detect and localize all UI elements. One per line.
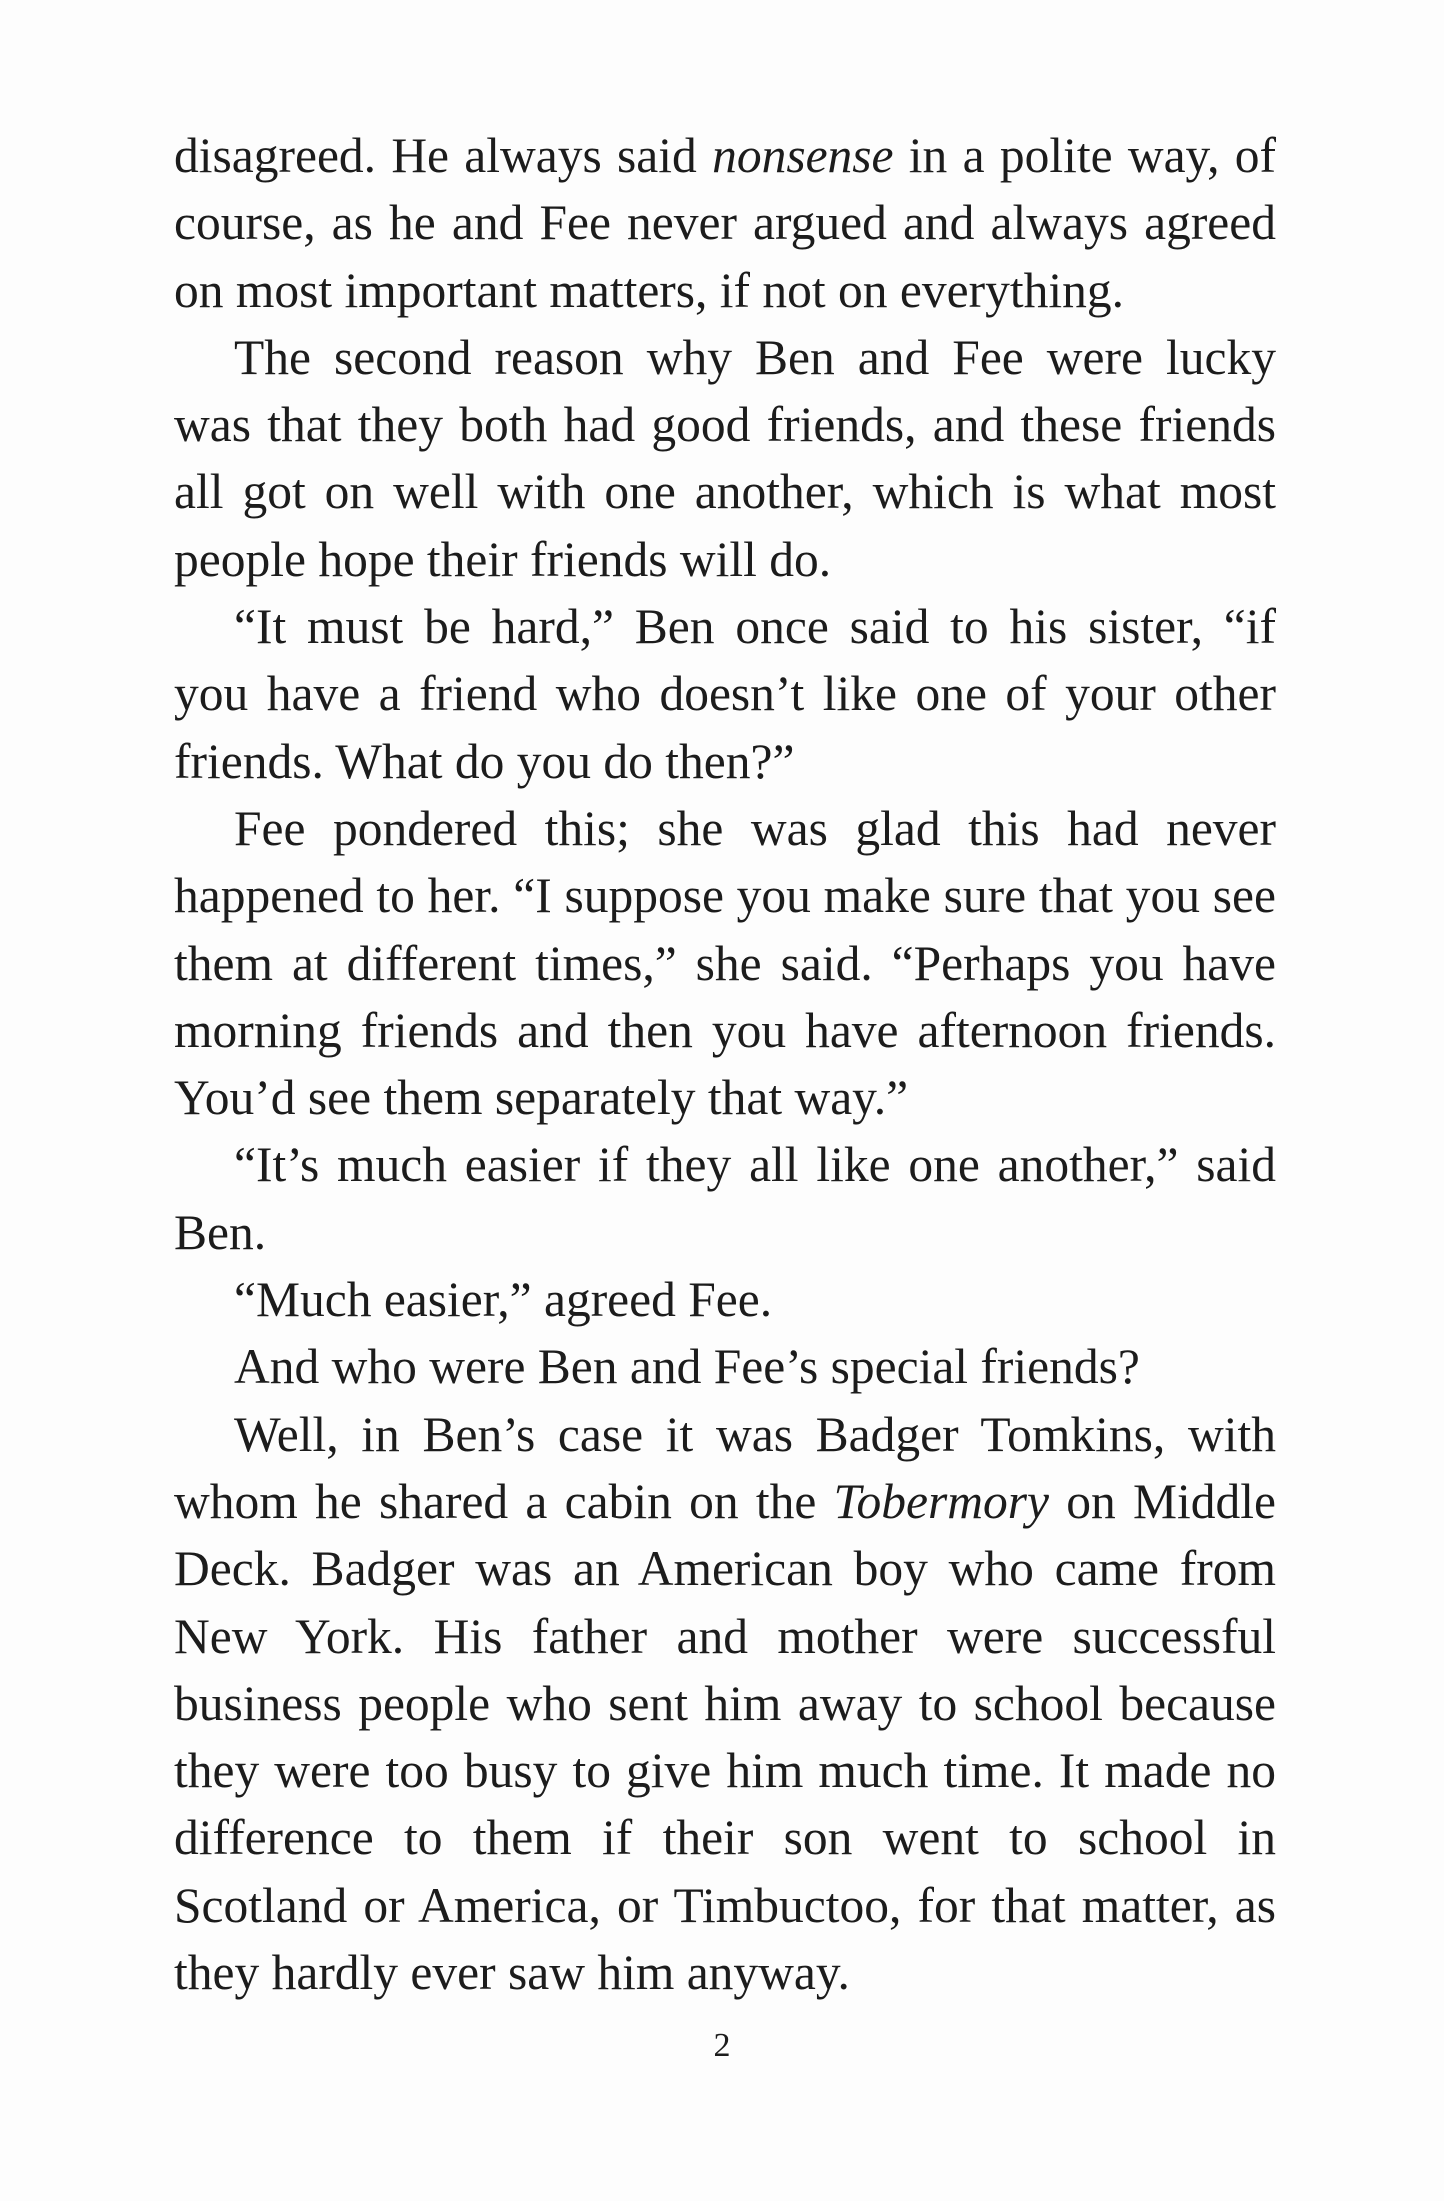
paragraph bbox=[174, 795, 1276, 1131]
text-run: on Middle Deck. Badger was an American boy who came from New York. His father and mother were successful business people who sent him away to school because they were too busy to give him much time. It made no difference to them if their son went to school in Scotland or America, or Timbuctoo, for that matter, as they hardly ever saw him anyway. bbox=[174, 1473, 1276, 2001]
text-run: in a polite way, of course, as he and Fee never argued and always agreed on most important matters, if not on everything. bbox=[174, 128, 1276, 318]
body-text bbox=[174, 122, 1276, 2006]
text-run: The second reason why Ben and Fee were lucky was that they both had good friends, and these friends all got on well with one another, which is what most people hope their friends will do. bbox=[174, 329, 1276, 587]
paragraph bbox=[174, 1401, 1276, 2007]
text-run: And who were Ben and Fee’s special friends? bbox=[234, 1339, 1140, 1395]
paragraph bbox=[174, 1131, 1276, 1266]
text-run: Fee pondered this; she was glad this had never happened to her. “I suppose you make sure that you see them at different times,” she said. “Perhaps you have morning friends and then you have afternoon friends. You’d see them separately that way.” bbox=[174, 800, 1276, 1126]
text-run: “It must be hard,” Ben once said to his sister, “if you have a friend who doesn’t like one of your other friends. What do you do then?” bbox=[174, 599, 1276, 789]
paragraph bbox=[174, 324, 1276, 593]
text-run: “It’s much easier if they all like one another,” said Ben. bbox=[174, 1137, 1276, 1260]
text-run: Well, in Ben’s case it was Badger Tomkins, with whom he shared a cabin on the bbox=[174, 1406, 1276, 1529]
paragraph bbox=[174, 1266, 1276, 1333]
paragraph bbox=[174, 1333, 1276, 1400]
italic-text: nonsense bbox=[712, 128, 894, 183]
text-run: disagreed. He always said bbox=[174, 128, 713, 183]
italic-text: Tobermory bbox=[833, 1473, 1049, 1529]
text-run: “Much easier,” agreed Fee. bbox=[234, 1272, 773, 1328]
page-number: 2 bbox=[713, 2027, 731, 2064]
paragraph bbox=[174, 122, 1276, 324]
paragraph bbox=[174, 593, 1276, 795]
